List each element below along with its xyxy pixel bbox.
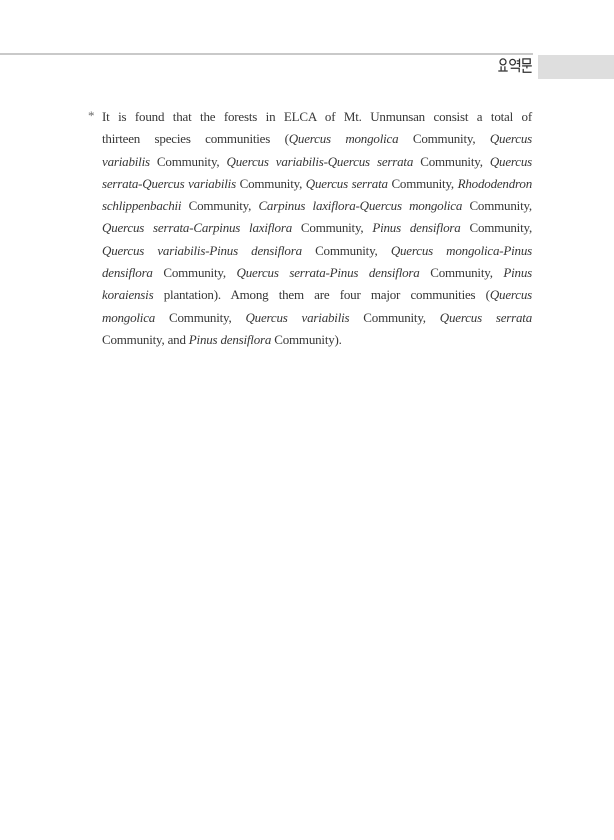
species-name: Quercus [489, 287, 532, 303]
header-corner-block [538, 55, 614, 79]
paragraph-line [102, 106, 532, 128]
species-name: Pinus densiflora [372, 220, 461, 236]
species-name: Quercus mongolica [288, 131, 399, 147]
paragraph-line [102, 151, 532, 173]
paragraph-line [102, 262, 532, 284]
text-segment: thirteen species communities ( [102, 131, 289, 147]
species-name: Quercus serrata [305, 175, 388, 191]
paragraph-line [102, 128, 532, 150]
text-segment: Community, [413, 153, 490, 169]
species-name: Pinus densiflora [188, 331, 272, 347]
paragraph-line [102, 240, 532, 262]
text-segment: Community, [292, 220, 373, 236]
species-name: schlippenbachii [102, 198, 182, 214]
species-name: Carpinus laxiflora-Quercus mongolica [258, 198, 463, 214]
text-segment: Community, [152, 265, 237, 281]
bullet-marker: * [88, 108, 95, 123]
species-name: koraiensis [102, 287, 154, 303]
page-title [498, 58, 532, 73]
species-name: Quercus mongolica-Pinus [390, 242, 532, 258]
paragraph-line [102, 173, 532, 195]
paragraph-line [102, 329, 532, 351]
text-segment: Community). [271, 331, 342, 347]
header-rule [0, 53, 533, 55]
text-segment: Community, and [102, 331, 189, 347]
text-segment: Community, [235, 175, 306, 191]
species-name: densiflora [102, 265, 153, 281]
species-name: Quercus variabilis-Pinus densiflora [102, 242, 302, 258]
paragraph-line [102, 217, 532, 239]
species-name: Quercus [489, 131, 533, 147]
text-segment: Community, [462, 198, 532, 214]
text-segment: Community, [398, 131, 490, 147]
species-name: serrata-Quercus variabilis [102, 175, 236, 191]
text-segment: plantation). Among them are four major communities ( [153, 287, 490, 303]
species-name: Quercus serrata [439, 309, 533, 325]
text-segment: It is found that the forests in ELCA of Mt. Unmunsan consist a total of [102, 109, 532, 124]
text-segment: Community, [387, 175, 458, 191]
text-segment: Community, [149, 153, 227, 169]
text-segment: Community, [301, 242, 391, 258]
summary-paragraph [102, 106, 532, 351]
species-name: Quercus variabilis-Quercus serrata [226, 153, 414, 169]
species-name: Rhododendron [457, 175, 533, 191]
text-segment: Community, [155, 309, 246, 325]
text-segment: Community, [349, 309, 440, 325]
text-segment: Community, [419, 265, 504, 281]
species-name: Quercus [489, 153, 532, 169]
species-name: mongolica [102, 309, 156, 325]
species-name: Quercus serrata-Pinus densiflora [236, 265, 420, 281]
paragraph-line [102, 284, 532, 306]
text-segment: Community, [181, 198, 259, 214]
paragraph-line [102, 307, 532, 329]
species-name: Quercus serrata-Carpinus laxiflora [102, 220, 293, 236]
text-segment: Community, [460, 220, 532, 236]
hangul-title-glyphs [498, 58, 532, 73]
species-name: Quercus variabilis [245, 309, 350, 325]
species-name: variabilis [102, 153, 150, 169]
paragraph-line [102, 195, 532, 217]
species-name: Pinus [503, 265, 533, 281]
